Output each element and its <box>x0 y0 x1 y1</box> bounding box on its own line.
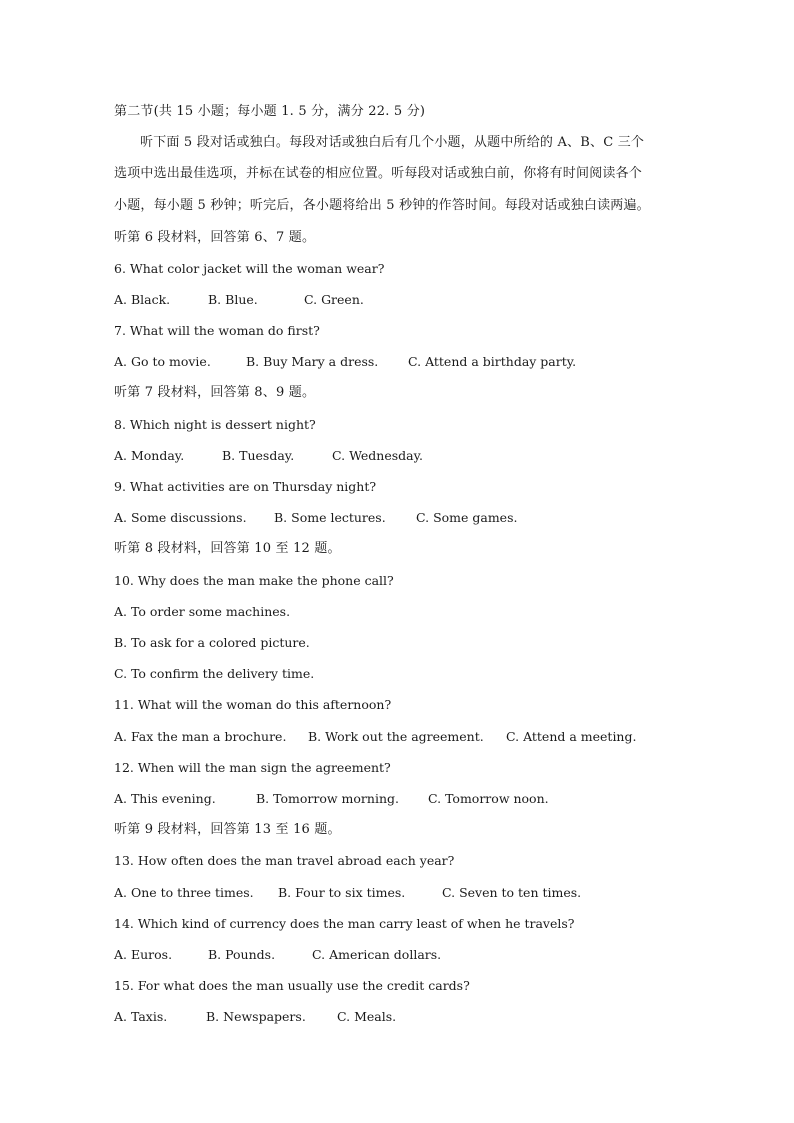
option-c: C. Wednesday. <box>332 448 423 463</box>
option-c: C. Some games. <box>416 510 518 525</box>
option-b: B. Pounds. <box>208 947 276 962</box>
question-stem: 6. What color jacket will the woman wear? <box>114 261 385 276</box>
option-b: B. Newspapers. <box>206 1009 306 1024</box>
question-stem: 7. What will the woman do first? <box>114 323 320 338</box>
option-b: B. Blue. <box>208 292 258 307</box>
option-a: A. Euros. <box>114 947 173 962</box>
question-stem: 13. How often does the man travel abroad each year? <box>114 853 455 868</box>
option-a: A. Go to movie. <box>114 354 211 369</box>
option-a: A. One to three times. <box>114 885 254 900</box>
section-header: 第二节(共 15 小题；每小题 1. 5 分，满分 22. 5 分) <box>114 104 426 119</box>
question-stem: 12. When will the man sign the agreement? <box>114 760 391 775</box>
option-c: C. Attend a meeting. <box>506 729 637 744</box>
option-a: A. Black. <box>114 292 171 307</box>
option-a: A. Fax the man a brochure. <box>114 729 287 744</box>
option-a: A. This evening. <box>114 791 216 806</box>
question-stem: 10. Why does the man make the phone call? <box>114 573 394 588</box>
option-b: B. Four to six times. <box>278 885 406 900</box>
instructions-line-1: 听下面 5 段对话或独白。每段对话或独白后有几个小题，从题中所给的 A、B、C 三个 <box>140 135 645 150</box>
question-stem: 9. What activities are on Thursday night? <box>114 479 377 494</box>
option-c: C. American dollars. <box>312 947 442 962</box>
instructions-line-2: 选项中选出最佳选项，并标在试卷的相应位置。听每段对话或独白前，你将有时间阅读各个 <box>114 166 643 181</box>
group-intro: 听第 7 段材料，回答第 8、9 题。 <box>114 385 316 400</box>
option-b: B. Work out the agreement. <box>308 729 484 744</box>
group-intro: 听第 9 段材料，回答第 13 至 16 题。 <box>114 822 341 837</box>
instructions-line-3: 小题，每小题 5 秒钟；听完后，各小题将给出 5 秒钟的作答时间。每段对话或独白读两遍。 <box>114 198 650 213</box>
option-a: A. Monday. <box>114 448 185 463</box>
question-stem: 8. Which night is dessert night? <box>114 417 316 432</box>
option-b: B. Tomorrow morning. <box>256 791 399 806</box>
question-stem: 14. Which kind of currency does the man carry least of when he travels? <box>114 916 575 931</box>
option-a: A. Some discussions. <box>114 510 247 525</box>
option-c: C. Attend a birthday party. <box>408 354 577 369</box>
option-c: C. Meals. <box>337 1009 397 1024</box>
option-b: B. To ask for a colored picture. <box>114 635 310 650</box>
group-intro: 听第 8 段材料，回答第 10 至 12 题。 <box>114 541 341 556</box>
option-c: C. Tomorrow noon. <box>428 791 549 806</box>
option-c: C. To confirm the delivery time. <box>114 666 315 681</box>
option-c: C. Green. <box>304 292 364 307</box>
option-a: A. To order some machines. <box>114 604 291 619</box>
question-stem: 11. What will the woman do this afternoon? <box>114 697 392 712</box>
option-c: C. Seven to ten times. <box>442 885 582 900</box>
group-intro: 听第 6 段材料，回答第 6、7 题。 <box>114 230 316 245</box>
option-b: B. Some lectures. <box>274 510 386 525</box>
option-b: B. Tuesday. <box>222 448 295 463</box>
option-b: B. Buy Mary a dress. <box>246 354 379 369</box>
question-stem: 15. For what does the man usually use the credit cards? <box>114 978 470 993</box>
option-a: A. Taxis. <box>114 1009 168 1024</box>
